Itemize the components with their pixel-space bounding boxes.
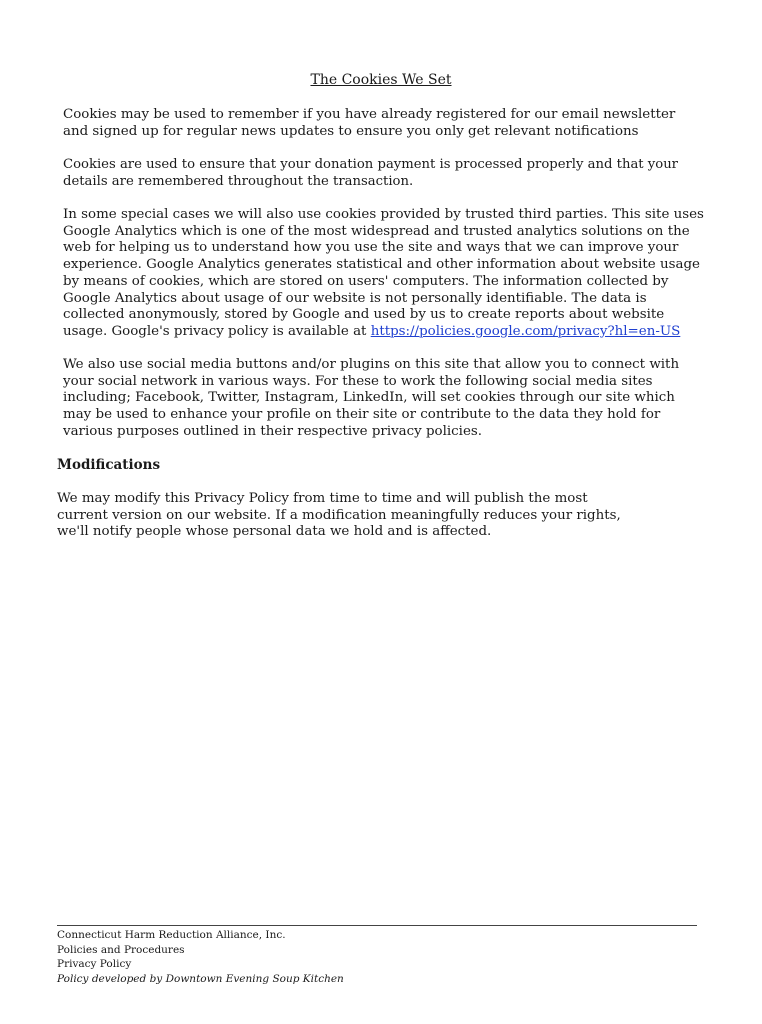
footer-divider bbox=[57, 925, 697, 926]
page-title: The Cookies We Set bbox=[310, 72, 452, 88]
page-footer bbox=[57, 928, 344, 986]
footer-organization: Connecticut Harm Reduction Alliance, Inc. bbox=[57, 929, 286, 941]
google-privacy-policy-link[interactable]: https://policies.google.com/privacy?hl=en-US bbox=[370, 323, 681, 339]
paragraph-google-analytics-text: In some special cases we will also use cookies provided by trusted third parties. This site uses Google Analytics which is one of the most widespread and trusted analytics solutions on the web for helping us to understand how you use the site and ways that we can improve your experience. Google Analytics generates statistical and other information about website usage by means of cookies, which are stored on users' computers. The information collected by Google Analytics about usage of our website is not personally identifiable. The data is collected anonymously, stored by Google and used by us to create reports about website usage. Google's privacy policy is available at bbox=[63, 207, 704, 339]
paragraph-modifications: We may modify this Privacy Policy from time to time and will publish the most current version on our website. If a modification meaningfully reduces your rights, we'll notify people whose personal data we hold and is affected. bbox=[57, 491, 621, 540]
footer-policy-name: Privacy Policy bbox=[57, 958, 132, 970]
paragraph-google-analytics bbox=[63, 207, 708, 341]
footer-section: Policies and Procedures bbox=[57, 943, 185, 956]
paragraph-remember-registration: Cookies may be used to remember if you have already registered for our email newsletter and signed up for regular news updates to ensure you only get relevant notifications bbox=[63, 107, 676, 139]
paragraph-donation-payment: Cookies are used to ensure that your donation payment is processed properly and that your details are remembered throughout the transaction. bbox=[63, 157, 678, 189]
footer-credit: Policy developed by Downtown Evening Soup Kitchen bbox=[57, 972, 344, 985]
modifications-heading: Modifications bbox=[57, 457, 161, 473]
paragraph-social-media: We also use social media buttons and/or plugins on this site that allow you to connect with your social network in various ways. For these to work the following social media sites including; Facebook, Twitter, Instagram, LinkedIn, will set cookies through our site which may be used to enhance your profile on their site or contribute to the data they hold for various purposes outlined in their respective privacy policies. bbox=[63, 357, 680, 439]
